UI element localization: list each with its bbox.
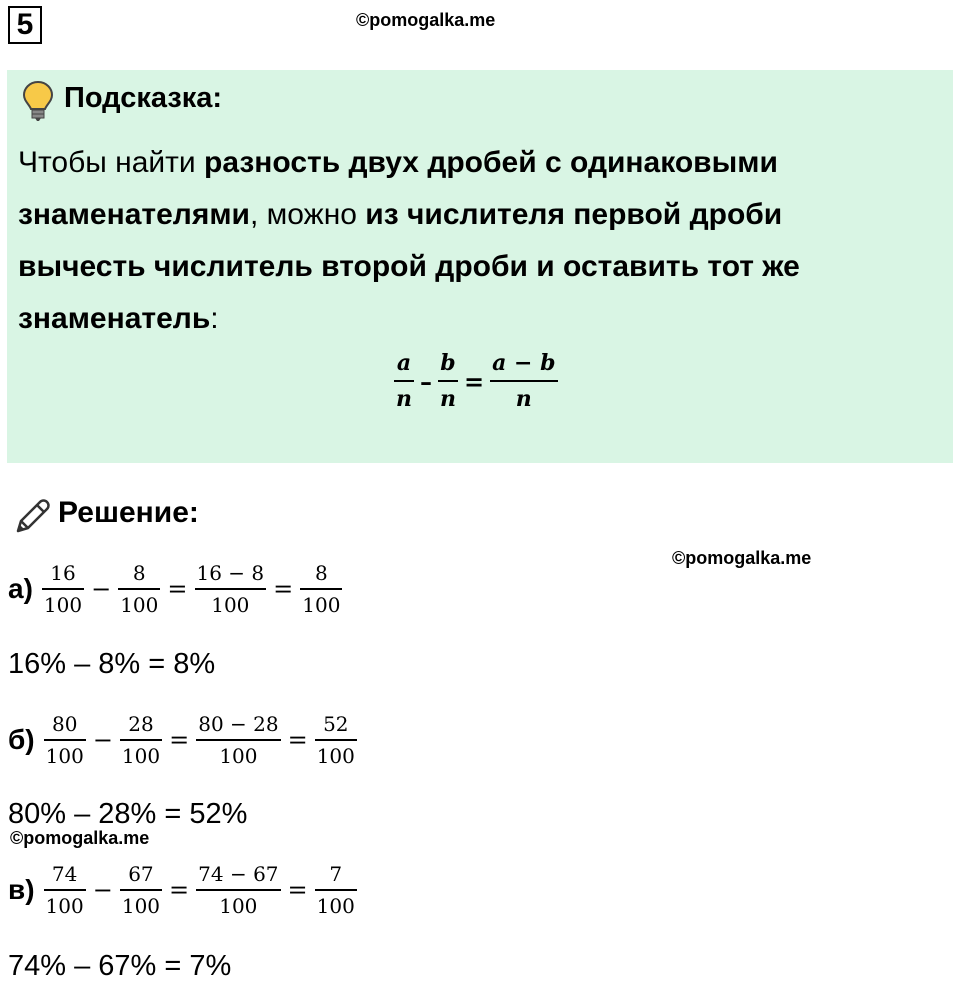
equation-b [8, 712, 357, 768]
watermark-top: ©pomogalka.me [356, 10, 496, 30]
equation-c [8, 862, 357, 918]
fraction: $\frac{52}{100}$ [316, 712, 355, 768]
percent-result-c: 74% – 67% = 7% [8, 950, 232, 982]
task-number: 5 [8, 6, 42, 44]
lightbulb-icon [22, 80, 54, 122]
formula-equals: = [464, 366, 485, 396]
item-label: б) [8, 724, 35, 755]
hint-formula [394, 350, 558, 412]
hint-text-line-1: Чтобы найти разность двух дробей с одинаковыми [18, 146, 778, 179]
formula-fraction-2: $\frac{b}{n}$ [440, 350, 456, 412]
fraction: $\frac{28}{100}$ [121, 712, 161, 768]
fraction: $\frac{7}{100}$ [316, 862, 355, 918]
equals-sign: = [273, 575, 294, 603]
hint-text-line-4: знаменатель: [18, 302, 219, 335]
minus-sign: − [92, 726, 113, 754]
hint-text-line-3: вычесть числитель второй дроби и оставить тот же [18, 250, 800, 283]
hint-text-line-2: знаменателями, можно из числителя первой дроби [18, 198, 783, 231]
item-label: а) [8, 573, 33, 604]
fraction: $\frac{8}{100}$ [120, 561, 159, 617]
fraction: $\frac{8}{100}$ [302, 561, 341, 617]
fraction: $\frac{80}{100}$ [45, 712, 84, 768]
fraction: $\frac{74}{100}$ [45, 862, 84, 918]
equals-sign: = [169, 726, 190, 754]
fraction: $\frac{16 - 8}{100}$ [196, 561, 265, 617]
equals-sign: = [287, 726, 308, 754]
watermark-right: ©pomogalka.me [672, 548, 812, 568]
percent-result-b: 80% – 28% = 52% [8, 798, 248, 830]
equals-sign: = [169, 876, 190, 904]
equals-sign: = [287, 876, 308, 904]
minus-sign: − [92, 876, 113, 904]
solution-title: Решение: [58, 496, 199, 529]
fraction: $\frac{74 - 67}{100}$ [198, 862, 279, 918]
item-label: в) [8, 874, 35, 905]
fraction: $\frac{80 - 28}{100}$ [198, 712, 279, 768]
watermark-left: ©pomogalka.me [10, 828, 150, 848]
equation-a [8, 561, 342, 617]
pencil-icon [12, 497, 52, 537]
formula-fraction-3: $\frac{a - b}{n}$ [492, 350, 556, 412]
percent-result-a: 16% – 8% = 8% [8, 648, 216, 680]
minus-sign: − [91, 575, 112, 603]
formula-minus: – [420, 366, 432, 396]
formula-fraction-1: $\frac{a}{n}$ [396, 350, 412, 412]
fraction: $\frac{16}{100}$ [43, 561, 83, 617]
hint-title: Подсказка: [64, 82, 223, 114]
fraction: $\frac{67}{100}$ [121, 862, 161, 918]
equals-sign: = [167, 575, 188, 603]
